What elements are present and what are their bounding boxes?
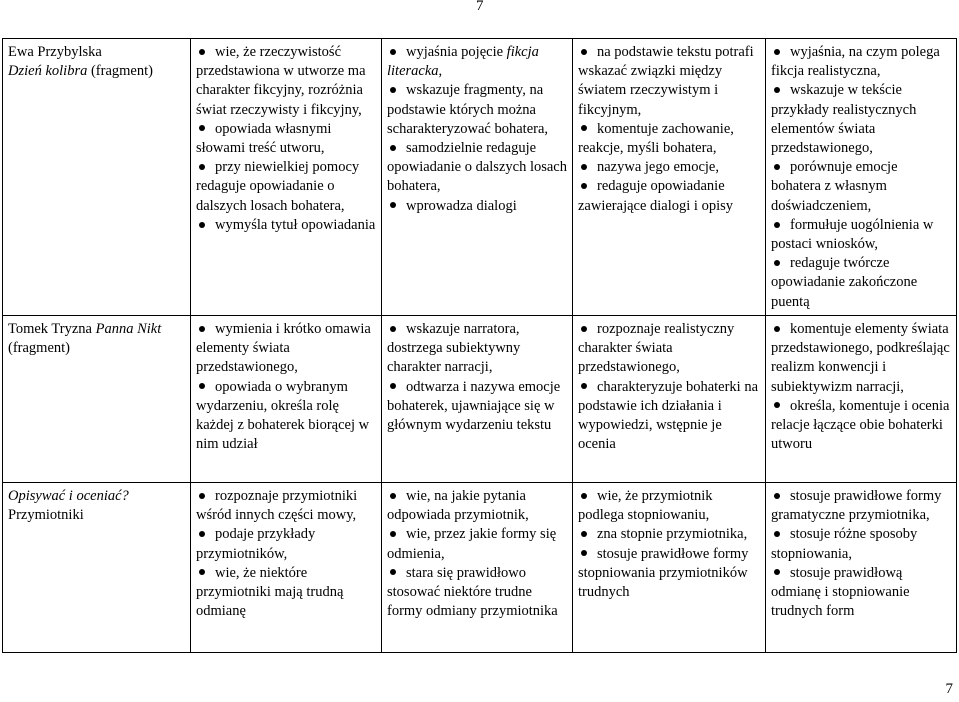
bullet-icon xyxy=(199,531,205,537)
requirements-list xyxy=(387,320,567,435)
list-item xyxy=(387,197,567,216)
bullet-icon xyxy=(390,493,396,499)
requirements-list xyxy=(196,43,376,235)
table-row xyxy=(3,316,957,483)
requirement-text: wie, przez jakie formy się odmienia, xyxy=(387,526,557,562)
requirements-list xyxy=(196,320,376,454)
requirement-text: wprowadza dialogi xyxy=(406,197,517,214)
list-item xyxy=(771,43,951,81)
requirements-cell xyxy=(766,39,957,316)
requirement-text: wskazuje fragmenty, na podstawie których można scharakteryzować bohatera, xyxy=(387,82,549,137)
lesson-title-cell xyxy=(3,483,191,653)
list-item xyxy=(578,177,760,215)
requirements-list xyxy=(771,320,951,454)
requirement-text: redaguje twórcze opowiadanie zakończone puentą xyxy=(771,255,918,310)
requirements-cell xyxy=(573,39,766,316)
requirement-text: wskazuje w tekście przykłady realistycznych elementów świata przedstawionego, xyxy=(771,82,917,157)
list-item xyxy=(771,254,951,312)
bullet-icon xyxy=(390,531,396,537)
list-item xyxy=(196,120,376,158)
requirement-text: wyjaśnia pojęcie fikcja literacka, xyxy=(387,44,539,80)
bullet-icon xyxy=(581,326,587,332)
requirements-list xyxy=(196,487,376,621)
requirement-text: wie, że rzeczywistość przedstawiona w utworze ma charakter fikcyjny, rozróżnia świat rzeczywisty i fikcyjny, xyxy=(196,44,366,118)
requirement-text: stosuje prawidłową odmianę i stopniowanie trudnych form xyxy=(771,564,910,620)
lesson-title-line: Przymiotniki xyxy=(8,507,84,524)
list-item xyxy=(387,139,567,197)
requirements-cell xyxy=(191,483,382,653)
requirements-cell xyxy=(573,483,766,653)
list-item xyxy=(387,81,567,139)
bullet-icon xyxy=(199,326,205,332)
requirement-text: porównuje emocje bohatera z własnym doświadczeniem, xyxy=(771,159,898,214)
requirements-list xyxy=(387,43,567,216)
bullet-icon xyxy=(199,164,205,170)
list-item xyxy=(196,216,376,235)
lesson-title-part: (fragment) xyxy=(87,63,153,80)
requirement-text: opowiada o wybranym wydarzeniu, określa rolę każdej z bohaterek biorącej w nim udział xyxy=(196,378,370,453)
requirements-list xyxy=(771,43,951,312)
requirement-text: odtwarza i nazywa emocje bohaterek, ujawniające się w głównym wydarzeniu tekstu xyxy=(387,378,561,434)
requirements-cell xyxy=(382,316,573,483)
list-item xyxy=(196,525,376,563)
bullet-icon xyxy=(774,49,780,55)
bullet-icon xyxy=(774,222,780,228)
bullet-icon xyxy=(581,493,587,499)
list-item xyxy=(578,545,760,603)
list-item xyxy=(196,158,376,216)
requirement-text: charakteryzuje bohaterki na podstawie ich działania i wypowiedzi, wstępnie je ocenia xyxy=(578,378,759,453)
list-item xyxy=(387,378,567,436)
bullet-icon xyxy=(390,145,396,151)
requirement-text: stosuje prawidłowe formy stopniowania przymiotników trudnych xyxy=(578,545,749,601)
list-item xyxy=(387,320,567,378)
requirement-text: podaje przykłady przymiotników, xyxy=(196,526,316,562)
list-item xyxy=(578,378,760,455)
requirements-list xyxy=(578,320,760,454)
bullet-icon xyxy=(581,383,587,389)
list-item xyxy=(771,81,951,158)
requirement-text: formułuje uogólnienia w postaci wniosków, xyxy=(771,216,934,253)
bullet-icon xyxy=(199,125,205,131)
bullet-icon xyxy=(390,383,396,389)
bullet-icon xyxy=(774,493,780,499)
requirement-text: wyjaśnia, na czym polega fikcja realistyczna, xyxy=(771,44,940,80)
lesson-title-cell xyxy=(3,316,191,483)
requirement-text: nazywa jego emocje, xyxy=(597,159,719,176)
requirement-text: wskazuje narratora, dostrzega subiektywny charakter narracji, xyxy=(387,321,521,376)
lesson-title-part: Panna Nikt xyxy=(95,321,162,337)
italic-term: fikcja literacka xyxy=(387,44,539,80)
list-item xyxy=(196,564,376,622)
bullet-icon xyxy=(199,383,205,389)
list-item xyxy=(196,320,376,378)
bullet-icon xyxy=(199,222,205,228)
bullet-icon xyxy=(581,531,587,537)
bullet-icon xyxy=(199,49,205,55)
requirements-cell xyxy=(573,316,766,483)
requirements-cell xyxy=(766,316,957,483)
table-row xyxy=(3,483,957,653)
bullet-icon xyxy=(581,183,587,189)
requirements-cell xyxy=(191,39,382,316)
bullet-icon xyxy=(774,87,780,93)
list-item xyxy=(771,320,951,397)
list-item xyxy=(771,397,951,455)
list-item xyxy=(196,487,376,525)
requirement-text: na podstawie tekstu potrafi wskazać związki między światem rzeczywistym i fikcyjnym, xyxy=(578,44,754,118)
curriculum-table xyxy=(2,38,957,653)
requirements-cell xyxy=(766,483,957,653)
bullet-icon xyxy=(199,493,205,499)
list-item xyxy=(771,525,951,563)
requirements-cell xyxy=(382,483,573,653)
requirements-cell xyxy=(191,316,382,483)
list-item xyxy=(771,216,951,254)
list-item xyxy=(771,564,951,622)
requirement-text: zna stopnie przymiotnika, xyxy=(597,526,748,543)
requirement-text: przy niewielkiej pomocy redaguje opowiadanie o dalszych losach bohatera, xyxy=(196,159,360,214)
requirement-text: stara się prawidłowo stosować niektóre trudne formy odmiany przymiotnika xyxy=(387,564,558,620)
bullet-icon xyxy=(199,569,205,575)
lesson-title-line: Opisywać i oceniać? xyxy=(8,488,129,504)
bullet-icon xyxy=(581,550,587,556)
bullet-icon xyxy=(774,569,780,575)
bullet-icon xyxy=(581,164,587,170)
page-number-bottom: 7 xyxy=(945,681,953,697)
bullet-icon xyxy=(774,402,780,408)
requirement-text: rozpoznaje realistyczny charakter świata przedstawionego, xyxy=(578,321,735,376)
bullet-icon xyxy=(390,87,396,93)
requirement-text: wymienia i krótko omawia elementy świata przedstawionego, xyxy=(196,321,371,376)
list-item xyxy=(387,487,567,525)
lesson-title-line: (fragment) xyxy=(8,340,70,357)
list-item xyxy=(387,43,567,81)
bullet-icon xyxy=(774,260,780,266)
list-item xyxy=(578,525,760,544)
requirements-list xyxy=(771,487,951,621)
page-number-top: 7 xyxy=(476,0,484,14)
bullet-icon xyxy=(390,326,396,332)
lesson-title-cell xyxy=(3,39,191,316)
list-item xyxy=(578,158,760,177)
requirements-list xyxy=(578,43,760,216)
list-item xyxy=(578,320,760,378)
list-item xyxy=(578,487,760,525)
requirements-list xyxy=(387,487,567,621)
requirement-text: rozpoznaje przymiotniki wśród innych części mowy, xyxy=(196,488,358,524)
lesson-title-line xyxy=(8,320,185,339)
requirement-text: określa, komentuje i ocenia relacje łączące obie bohaterki utworu xyxy=(771,397,950,453)
lesson-title-line: Ewa Przybylska xyxy=(8,44,102,60)
bullet-icon xyxy=(774,164,780,170)
bullet-icon xyxy=(390,49,396,55)
requirement-text: opowiada własnymi słowami treść utworu, xyxy=(196,120,332,157)
list-item xyxy=(771,158,951,216)
requirements-list xyxy=(578,487,760,602)
requirement-text: redaguje opowiadanie zawierające dialogi i opisy xyxy=(578,178,734,214)
lesson-title-part: Tomek Tryzna xyxy=(8,321,96,337)
requirements-cell xyxy=(382,39,573,316)
requirement-text: komentuje zachowanie, reakcje, myśli bohatera, xyxy=(578,120,734,157)
table-body xyxy=(3,39,957,653)
requirement-text: wymyśla tytuł opowiadania xyxy=(215,216,376,233)
bullet-icon xyxy=(390,202,396,208)
list-item xyxy=(771,487,951,525)
bullet-icon xyxy=(390,569,396,575)
list-item xyxy=(196,43,376,120)
list-item xyxy=(387,564,567,622)
lesson-title-line xyxy=(8,62,185,81)
requirement-text: komentuje elementy świata przedstawionego, podkreślając realizm konwencji i subiektywizm narracji, xyxy=(771,321,950,395)
requirement-text: wie, że niektóre przymiotniki mają trudną odmianę xyxy=(196,564,344,620)
bullet-icon xyxy=(581,125,587,131)
list-item xyxy=(196,378,376,455)
lesson-title-part: Dzień kolibra xyxy=(8,63,88,80)
list-item xyxy=(578,120,760,158)
table-row xyxy=(3,39,957,316)
bullet-icon xyxy=(581,49,587,55)
list-item xyxy=(578,43,760,120)
bullet-icon xyxy=(774,326,780,332)
bullet-icon xyxy=(774,531,780,537)
list-item xyxy=(387,525,567,563)
requirement-text: stosuje różne sposoby stopniowania, xyxy=(771,526,918,562)
requirement-text: wie, że przymiotnik podlega stopniowaniu, xyxy=(578,488,713,524)
requirement-text: stosuje prawidłowe formy gramatyczne przymiotnika, xyxy=(771,488,942,524)
requirement-text: wie, na jakie pytania odpowiada przymiotnik, xyxy=(387,488,529,524)
requirement-text: samodzielnie redaguje opowiadanie o dalszych losach bohatera, xyxy=(387,140,567,195)
